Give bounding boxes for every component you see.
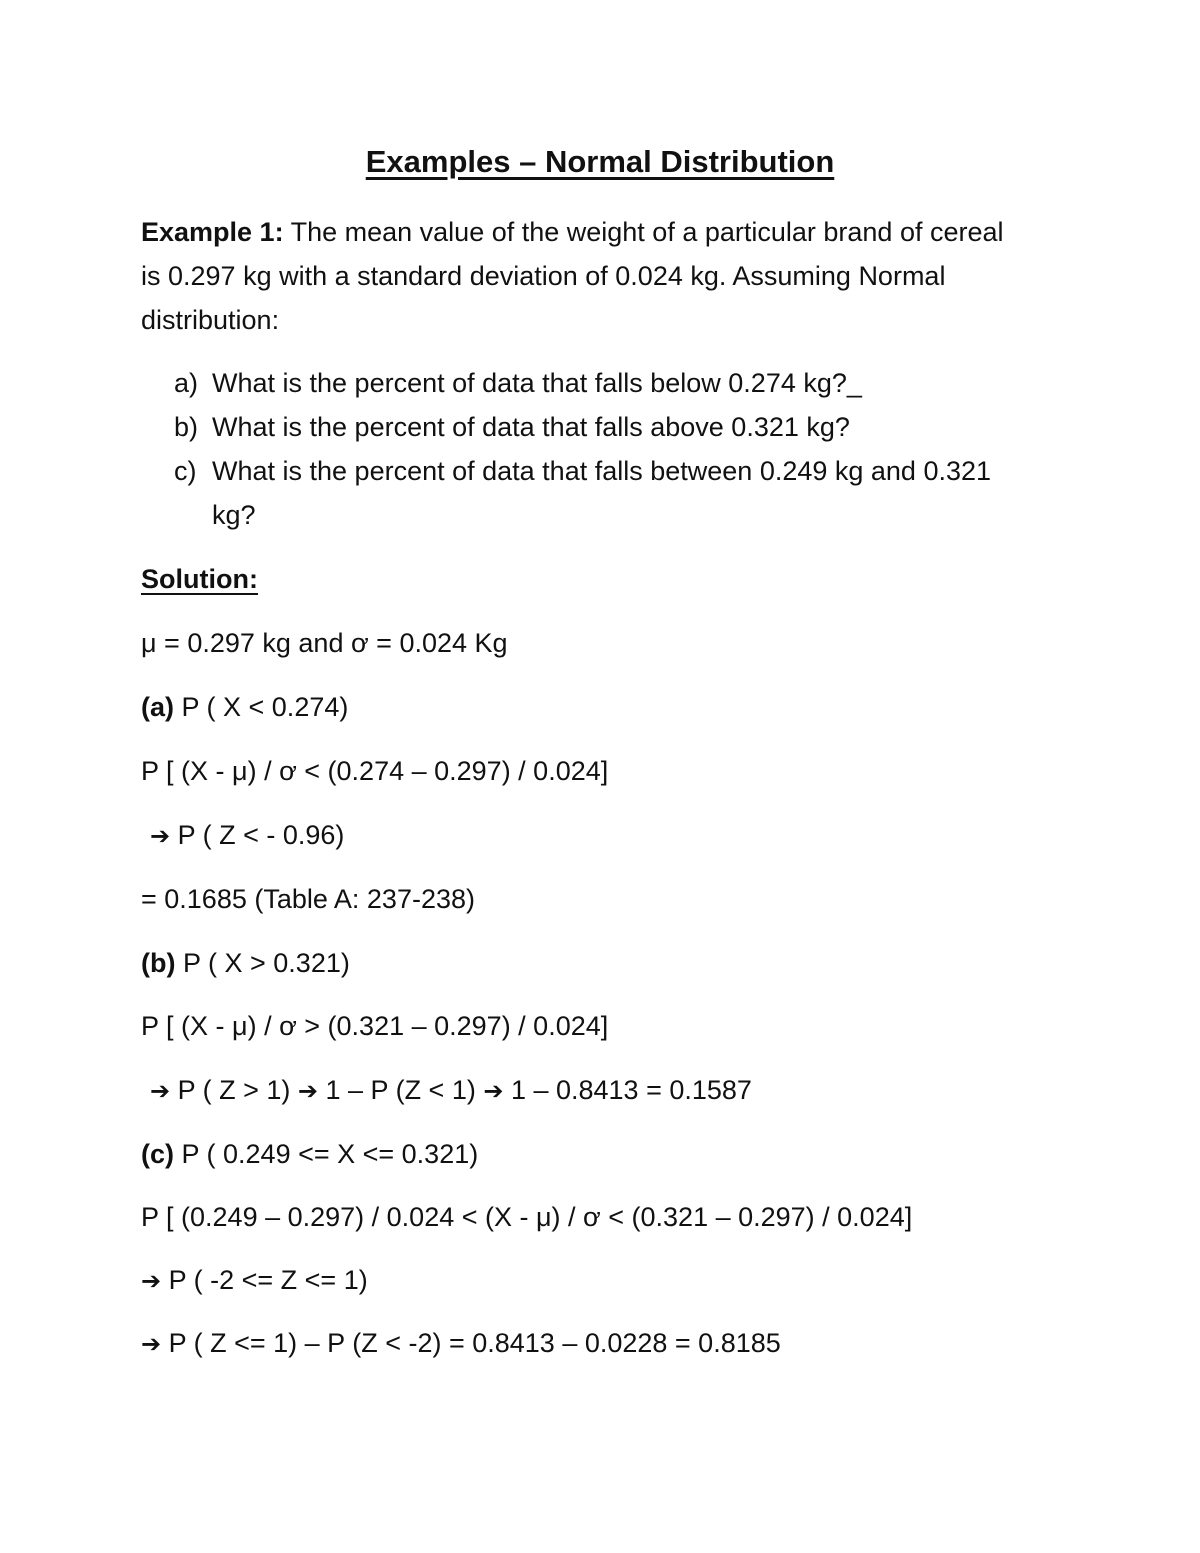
part-c-step-2-text: P ( -2 <= Z <= 1) <box>161 1265 368 1295</box>
part-b-prob-text: P ( X > 0.321) <box>175 948 350 978</box>
part-c-step-3-text: P ( Z <= 1) – P (Z < -2) = 0.8413 – 0.0228 = 0.8185 <box>161 1328 781 1358</box>
right-arrow-icon: ➔ <box>483 1077 504 1105</box>
part-a-step-2-text: P ( Z < - 0.96) <box>170 820 345 850</box>
part-a-step-1: P [ (X - μ) / ơ < (0.274 – 0.297) / 0.024] <box>141 756 609 786</box>
part-c-step-1: P [ (0.249 – 0.297) / 0.024 < (X - μ) / ơ < (0.321 – 0.297) / 0.024] <box>141 1202 913 1232</box>
part-c-prob-text: P ( 0.249 <= X <= 0.321) <box>174 1139 479 1169</box>
part-a-probability <box>141 694 348 721</box>
given-parameters: μ = 0.297 kg and ơ = 0.024 Kg <box>141 628 508 658</box>
part-c-step-3 <box>141 1330 781 1357</box>
right-arrow-icon: ➔ <box>297 1077 319 1105</box>
question-b-letter: b) <box>174 412 199 442</box>
question-b-text: What is the percent of data that falls above 0.321 kg? <box>212 412 850 442</box>
example-intro-line-1 <box>141 219 1004 246</box>
right-arrow-icon: ➔ <box>150 1077 171 1105</box>
solution-heading: Solution: <box>141 564 258 594</box>
part-b-step-2-text-b: 1 – P (Z < 1) <box>318 1075 484 1105</box>
part-b-step-2-text-c: 1 – 0.8413 = 0.1587 <box>503 1075 752 1105</box>
part-b-label: (b) <box>141 948 176 978</box>
part-c-step-2 <box>141 1267 368 1294</box>
part-a-result: = 0.1685 (Table A: 237-238) <box>141 884 475 914</box>
part-c-probability <box>141 1141 478 1168</box>
question-a-letter: a) <box>174 368 199 398</box>
right-arrow-icon: ➔ <box>150 822 171 850</box>
question-c-letter: c) <box>174 456 197 486</box>
example-intro-text-1: The mean value of the weight of a particular brand of cereal <box>283 217 1004 247</box>
question-c-text-continued: kg? <box>212 500 256 530</box>
example-intro-line-3: distribution: <box>141 305 280 335</box>
part-b-step-2 <box>150 1077 752 1104</box>
part-b-step-2-text-a: P ( Z > 1) <box>170 1075 298 1105</box>
part-b-step-1: P [ (X - μ) / ơ > (0.321 – 0.297) / 0.024] <box>141 1011 609 1041</box>
part-a-prob-text: P ( X < 0.274) <box>174 692 349 722</box>
question-c-text: What is the percent of data that falls between 0.249 kg and 0.321 <box>212 456 992 486</box>
example-label: Example 1: <box>141 217 284 247</box>
part-b-probability <box>141 950 350 977</box>
right-arrow-icon: ➔ <box>141 1330 162 1358</box>
part-a-step-2 <box>150 822 344 849</box>
example-intro-line-2: is 0.297 kg with a standard deviation of 0.024 kg. Assuming Normal <box>141 261 946 291</box>
part-c-label: (c) <box>141 1139 174 1169</box>
page-title: Examples – Normal Distribution <box>365 144 835 179</box>
part-a-label: (a) <box>141 692 174 722</box>
question-a-text: What is the percent of data that falls below 0.274 kg?_ <box>212 368 862 398</box>
right-arrow-icon: ➔ <box>141 1267 162 1295</box>
